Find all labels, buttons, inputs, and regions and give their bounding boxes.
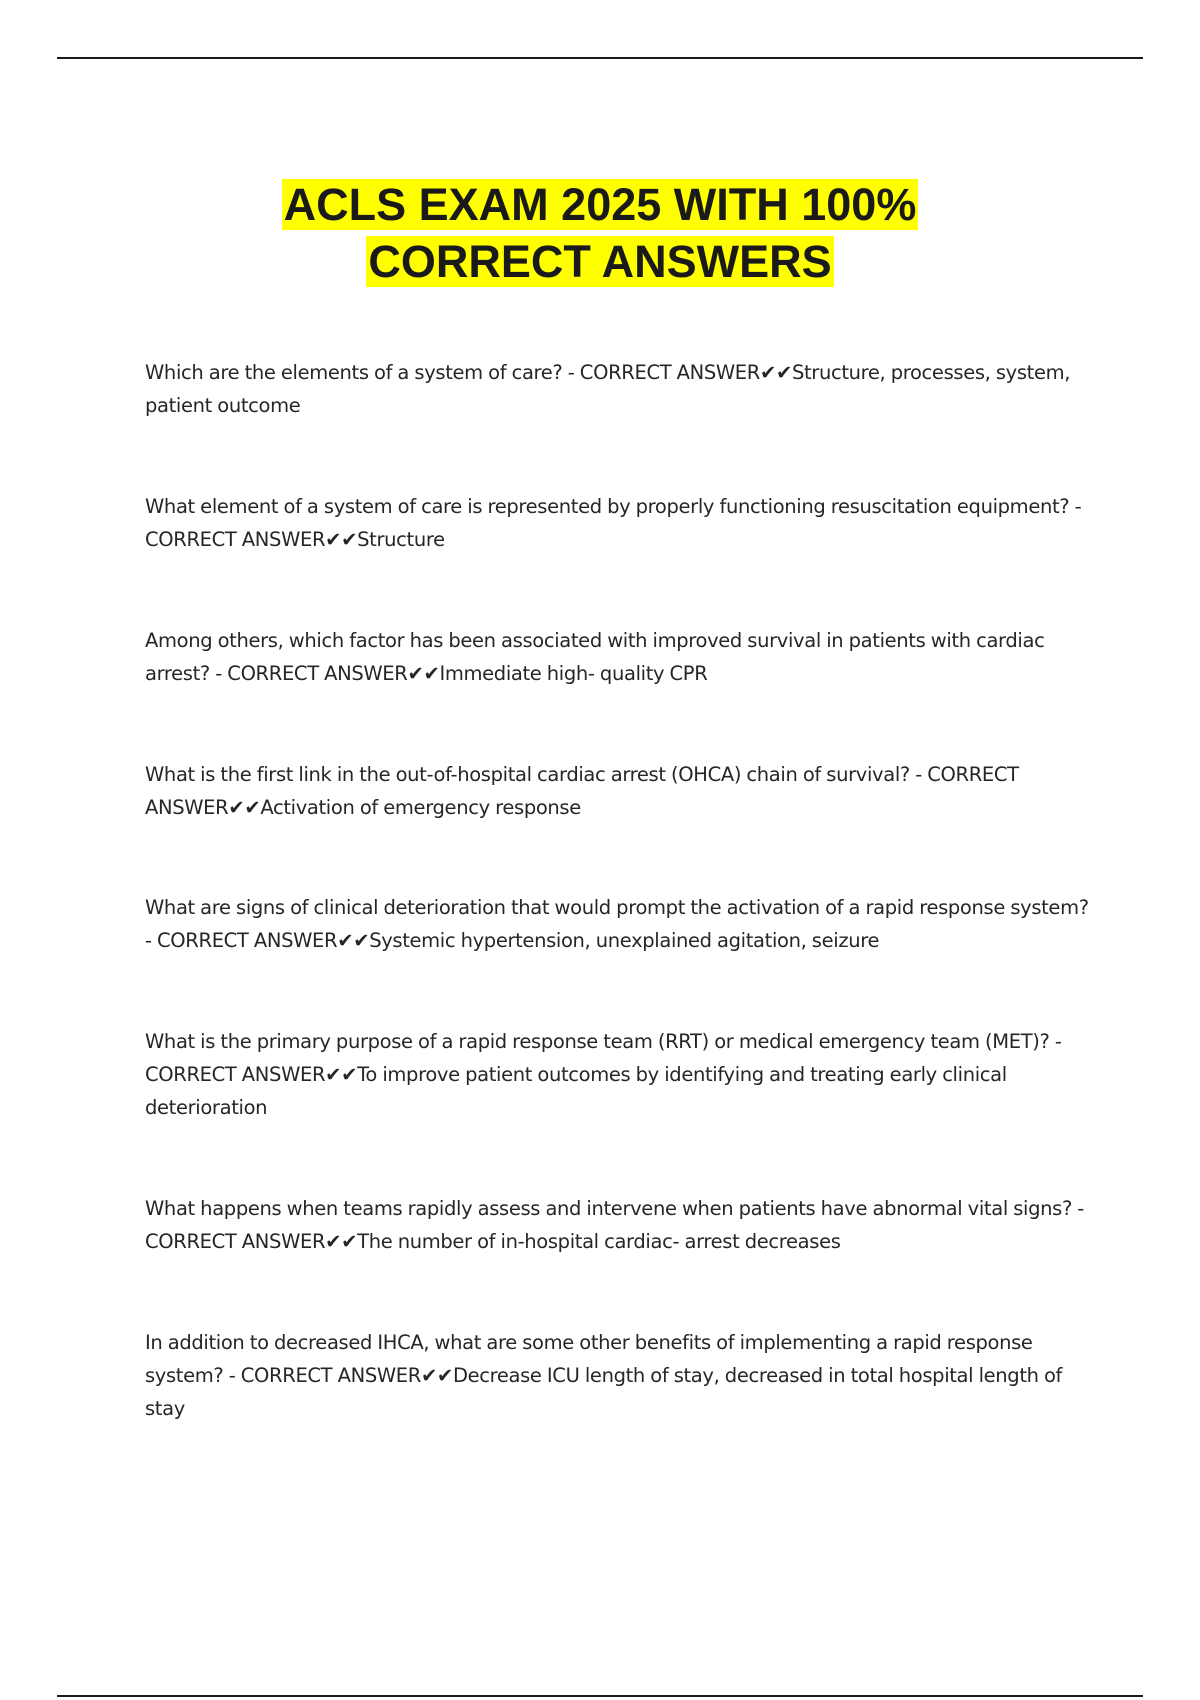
answer: To improve patient outcomes by identifying and treating early clinical deterioration bbox=[145, 1063, 1007, 1119]
qa-item-4 bbox=[145, 758, 1095, 824]
question: In addition to decreased IHCA, what are some other benefits of implementing a rapid response system? - CORRECT ANSWER✔✔ bbox=[145, 1331, 1033, 1387]
answer: Systemic hypertension, unexplained agitation, seizure bbox=[369, 929, 880, 952]
answer: Structure bbox=[357, 528, 445, 551]
qa-item-6 bbox=[145, 1025, 1095, 1124]
qa-item-5 bbox=[145, 891, 1095, 957]
answer: Activation of emergency response bbox=[260, 796, 581, 819]
answer: The number of in-hospital cardiac- arrest decreases bbox=[357, 1230, 841, 1253]
bottom-rule bbox=[57, 1695, 1143, 1697]
question: Among others, which factor has been associated with improved survival in patients with cardiac arrest? - CORRECT ANSWER✔✔ bbox=[145, 629, 1045, 685]
qa-item-8 bbox=[145, 1326, 1095, 1425]
qa-item-3 bbox=[145, 624, 1095, 690]
question: What are signs of clinical deterioration that would prompt the activation of a rapid response system? - CORRECT ANSWER✔✔ bbox=[145, 896, 1089, 952]
qa-item-1 bbox=[145, 356, 1095, 422]
qa-item-2 bbox=[145, 490, 1095, 556]
answer: Immediate high- quality CPR bbox=[439, 662, 708, 685]
page-title bbox=[0, 176, 1200, 290]
question: What is the first link in the out-of-hospital cardiac arrest (OHCA) chain of survival? - CORRECT ANSWER✔✔ bbox=[145, 763, 1019, 819]
title-line-2: CORRECT ANSWERS bbox=[368, 236, 832, 288]
top-rule bbox=[57, 57, 1143, 59]
question: What element of a system of care is represented by properly functioning resuscitation equipment? - CORRECT ANSWER✔✔ bbox=[145, 495, 1082, 551]
question: What is the primary purpose of a rapid response team (RRT) or medical emergency team (MET)? - CORRECT ANSWER✔✔ bbox=[145, 1030, 1062, 1086]
question: What happens when teams rapidly assess and intervene when patients have abnormal vital signs? - CORRECT ANSWER✔✔ bbox=[145, 1197, 1084, 1253]
question: Which are the elements of a system of care? - CORRECT ANSWER✔✔ bbox=[145, 361, 792, 384]
title-line-1: ACLS EXAM 2025 WITH 100% bbox=[283, 179, 917, 231]
answer: Decrease ICU length of stay, decreased in total hospital length of stay bbox=[145, 1364, 1063, 1420]
answer: Structure, processes, system, patient outcome bbox=[145, 361, 1071, 417]
qa-item-7 bbox=[145, 1192, 1095, 1258]
